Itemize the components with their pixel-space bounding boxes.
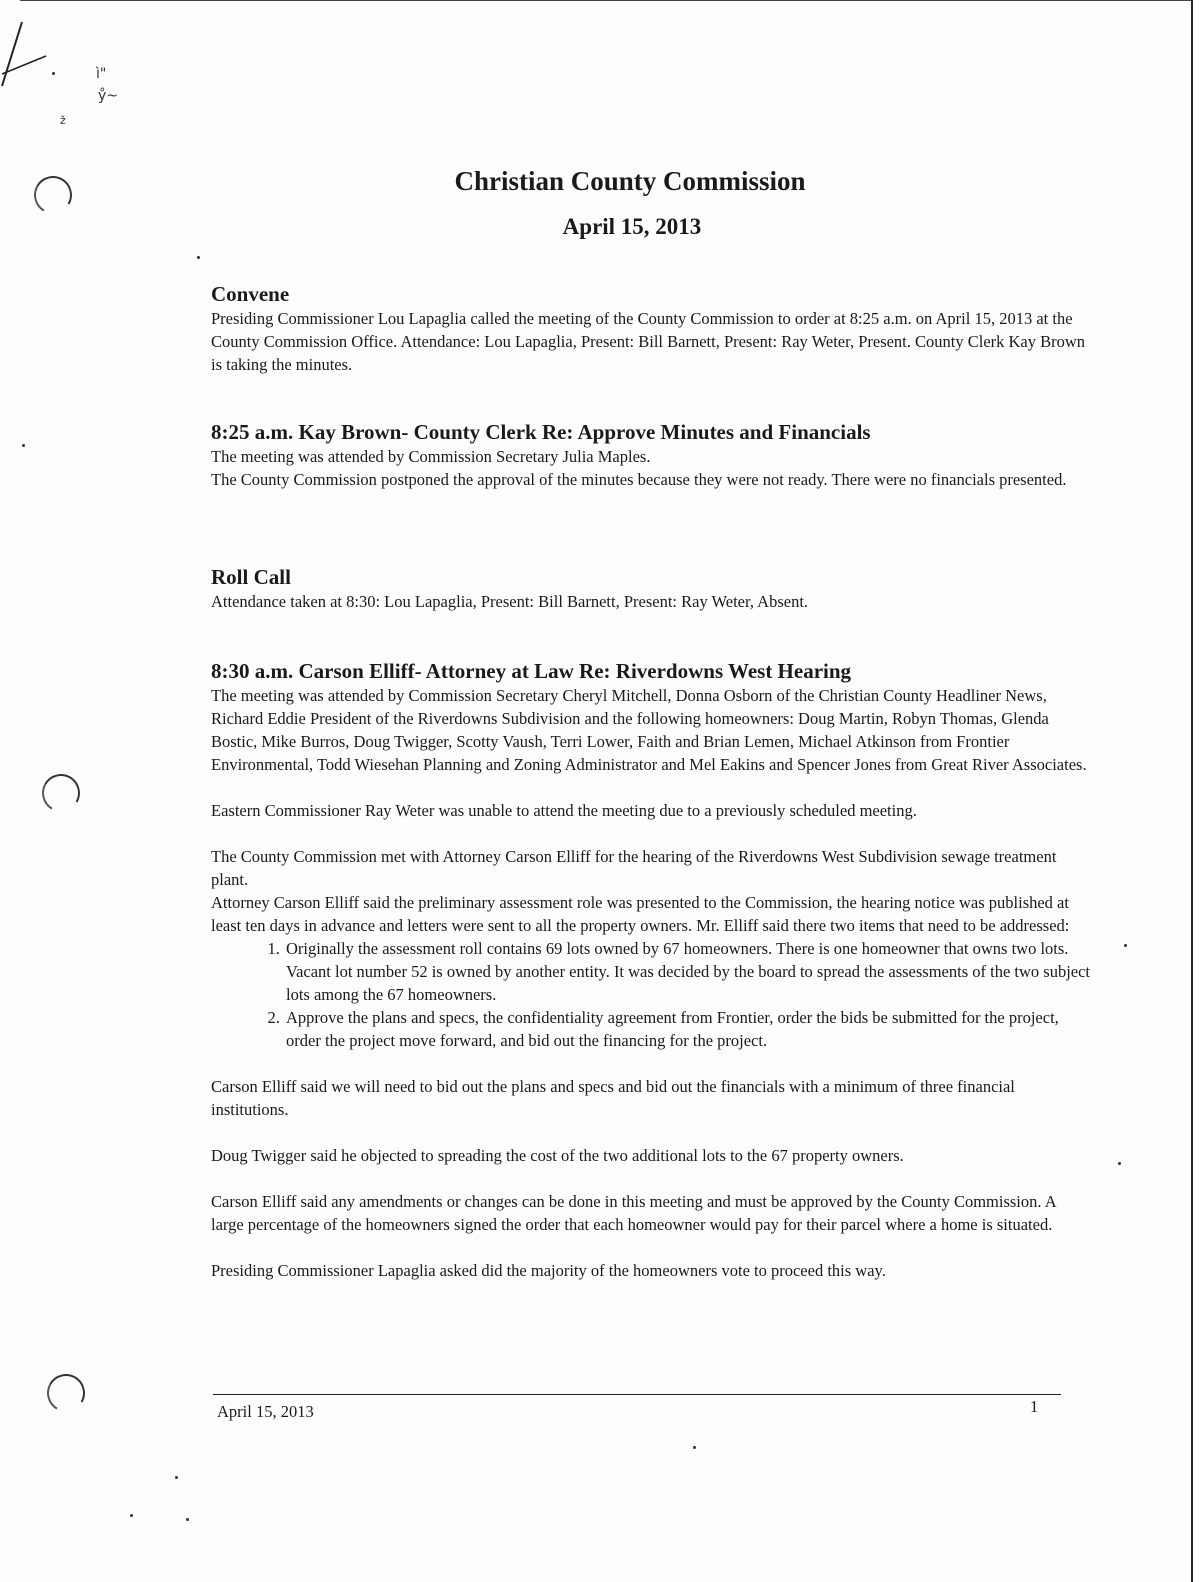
section-body: Presiding Commissioner Lou Lapaglia called the meeting of the County Commission to order at 8:25 a.m. on April 15, 2013 at the County Commission Office. Attendance: Lou Lapaglia, Present: Bill Barnett, Present: Ray Weter, Present. County Clerk Kay Brown is taking the minutes. bbox=[211, 309, 1086, 374]
scan-speck bbox=[693, 1446, 696, 1449]
footer-rule bbox=[213, 1394, 1061, 1395]
scan-speck bbox=[1124, 944, 1127, 947]
scan-speck bbox=[1118, 1162, 1121, 1165]
hearing-absence: Eastern Commissioner Ray Weter was unable to attend the meeting due to a previously scheduled meeting. bbox=[211, 801, 917, 820]
section-body: Attendance taken at 8:30: Lou Lapaglia, Present: Bill Barnett, Present: Ray Weter, Absent. bbox=[211, 592, 809, 611]
hearing-objection: Doug Twigger said he objected to spreading the cost of the two additional lots to the 67 property owners. bbox=[211, 1146, 904, 1165]
hearing-items-list bbox=[211, 937, 1091, 1052]
hearing-question: Presiding Commissioner Lapaglia asked did the majority of the homeowners vote to proceed this way. bbox=[211, 1261, 886, 1280]
margin-scribble: ẙ~ bbox=[98, 88, 119, 104]
document-date: April 15, 2013 bbox=[562, 214, 702, 239]
section-heading: 8:25 a.m. Kay Brown- County Clerk Re: Approve Minutes and Financials bbox=[211, 420, 871, 444]
list-item: 1. Originally the assessment roll contains 69 lots owned by 67 homeowners. There is one homeowner that owns two lots. Vacant lot number 52 is owned by another entity. It was decided by the board to spread the assessments of the two subject lots among the 67 homeowners. bbox=[284, 937, 1091, 1006]
scan-speck bbox=[52, 72, 55, 75]
punch-hole bbox=[38, 770, 85, 817]
hearing-purpose: The County Commission met with Attorney Carson Elliff for the hearing of the Riverdowns West Subdivision sewage treatment plant. bbox=[211, 847, 1057, 889]
margin-scribble: ž bbox=[60, 114, 66, 127]
scan-speck bbox=[175, 1476, 178, 1479]
hearing-assessment: Attorney Carson Elliff said the preliminary assessment role was presented to the Commission, the hearing notice was published at least ten days in advance and letters were sent to all the property owners. Mr. Elliff said there two items that need to be addressed: bbox=[211, 893, 1070, 935]
section-convene bbox=[211, 281, 1091, 376]
scan-speck bbox=[186, 1518, 189, 1521]
footer-date: April 15, 2013 bbox=[217, 1402, 314, 1421]
corner-pen-mark bbox=[0, 0, 60, 100]
page-top-edge bbox=[20, 0, 1192, 1]
hearing-attendees: The meeting was attended by Commission Secretary Cheryl Mitchell, Donna Osborn of the Christian County Headliner News, Richard Eddie President of the Riverdowns Subdivision and the following homeowners: Doug Martin, Robyn Thomas, Glenda Bostic, Mike Burros, Doug Twigger, Scotty Vaush, Terri Lower, Faith and Brian Lemen, Michael Atkinson from Frontier Environmental, Todd Wiesehan Planning and Zoning Administrator and Mel Eakins and Spencer Jones from Great River Associates. bbox=[211, 686, 1087, 774]
section-minutes bbox=[211, 419, 1091, 491]
scan-speck bbox=[130, 1514, 133, 1517]
section-heading: Roll Call bbox=[211, 565, 291, 589]
scan-speck bbox=[197, 256, 200, 259]
hearing-amendments: Carson Elliff said any amendments or changes can be done in this meeting and must be approved by the County Commission. A large percentage of the homeowners signed the order that each homeowner would pay for their parcel where a home is situated. bbox=[211, 1192, 1056, 1234]
scan-speck bbox=[22, 444, 25, 447]
section-hearing bbox=[211, 658, 1091, 1282]
list-item: 2. Approve the plans and specs, the confidentiality agreement from Frontier, order the bids be submitted for the project, order the project move forward, and bid out the financing for the project. bbox=[284, 1006, 1091, 1052]
punch-hole bbox=[43, 1370, 90, 1417]
document-title: Christian County Commission bbox=[454, 166, 806, 196]
margin-scribble: ì" bbox=[96, 66, 107, 82]
section-heading: Convene bbox=[211, 282, 290, 306]
hearing-bids: Carson Elliff said we will need to bid out the plans and specs and bid out the financials with a minimum of three financial institutions. bbox=[211, 1077, 1015, 1119]
section-roll-call bbox=[211, 564, 1091, 613]
page-number: 1 bbox=[1030, 1397, 1039, 1416]
section-body: The County Commission postponed the approval of the minutes because they were not ready. There were no financials presented. bbox=[211, 470, 1067, 489]
section-body: The meeting was attended by Commission Secretary Julia Maples. bbox=[211, 447, 651, 466]
section-heading: 8:30 a.m. Carson Elliff- Attorney at Law Re: Riverdowns West Hearing bbox=[211, 659, 852, 683]
